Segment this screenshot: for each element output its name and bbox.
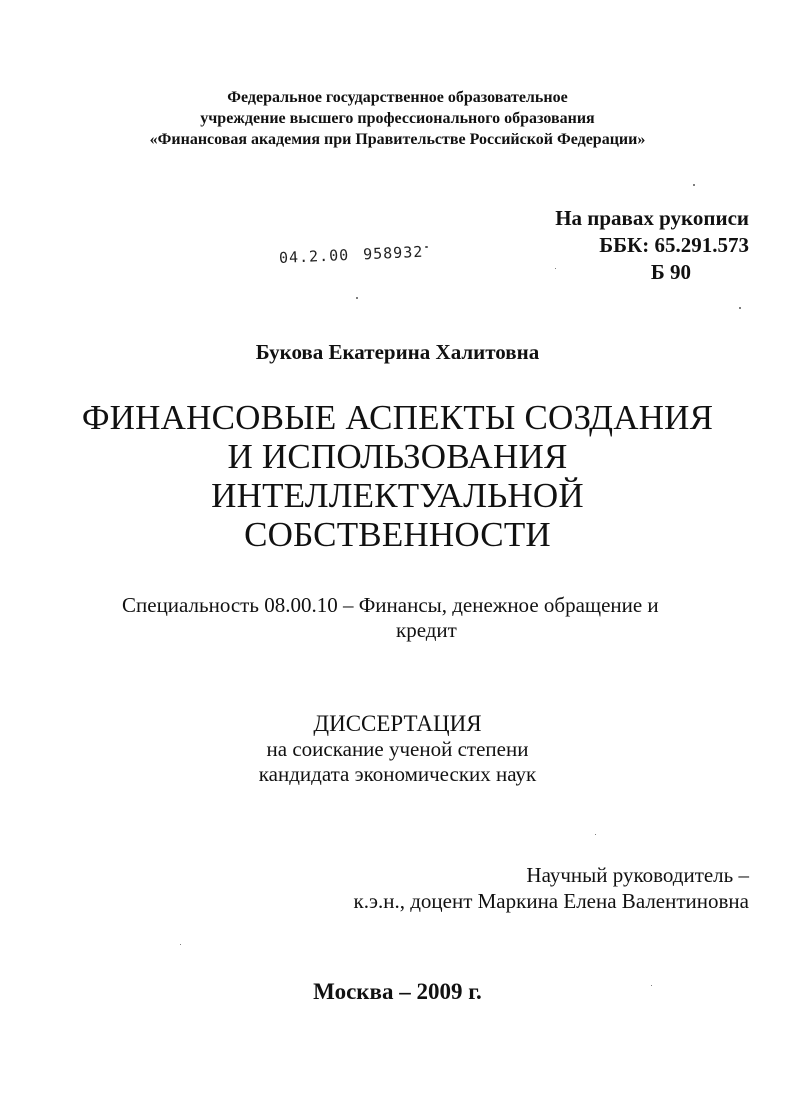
scan-speck	[356, 297, 358, 299]
scan-speck	[693, 184, 695, 186]
specialty-line-1: Специальность 08.00.10 – Финансы, денежное обращение и	[122, 593, 659, 617]
title-line-3: ИНТЕЛЛЕКТУАЛЬНОЙ	[211, 476, 584, 515]
stamp-number: 958932	[362, 242, 424, 264]
thesis-line-2: кандидата экономических наук	[258, 762, 537, 786]
scan-speck	[651, 985, 652, 986]
author-name: Букова Екатерина Халитовна	[255, 340, 540, 364]
bbk-code: ББК: 65.291.573	[599, 233, 749, 257]
scan-speck	[555, 268, 556, 269]
stamp-date: 04.2.00	[278, 245, 350, 267]
institution-line-2: учреждение высшего профессионального образования	[200, 110, 595, 127]
institution-line-1: Федеральное государственное образовательное	[227, 89, 568, 106]
supervisor-label: Научный руководитель –	[526, 863, 749, 887]
thesis-line-1: на соискание ученой степени	[266, 737, 529, 761]
institution-header	[0, 87, 795, 150]
title-line-1: ФИНАНСОВЫЕ АСПЕКТЫ СОЗДАНИЯ	[81, 398, 714, 437]
specialty-block	[122, 593, 762, 643]
scan-speck	[180, 944, 181, 945]
institution-line-3: «Финансовая академия при Правительстве Российской Федерации»	[149, 131, 646, 148]
manuscript-rights-block	[555, 205, 749, 286]
scan-speck	[739, 307, 741, 309]
thesis-kind: ДИССЕРТАЦИЯ	[313, 711, 482, 736]
dissertation-title	[0, 398, 795, 554]
author-mark: Б 90	[650, 260, 691, 284]
title-line-4: СОБСТВЕННОСТИ	[244, 515, 551, 554]
thesis-block	[0, 711, 795, 787]
library-stamp	[279, 243, 424, 267]
scan-speck	[595, 834, 596, 835]
scan-speck	[425, 246, 428, 248]
manuscript-label: На правах рукописи	[555, 206, 749, 230]
specialty-line-2: кредит	[396, 618, 457, 642]
supervisor-name: к.э.н., доцент Маркина Елена Валентиновна	[353, 889, 749, 913]
city-year: Москва – 2009 г.	[313, 979, 482, 1004]
title-line-2: И ИСПОЛЬЗОВАНИЯ	[227, 437, 568, 476]
supervisor-block	[354, 862, 749, 914]
